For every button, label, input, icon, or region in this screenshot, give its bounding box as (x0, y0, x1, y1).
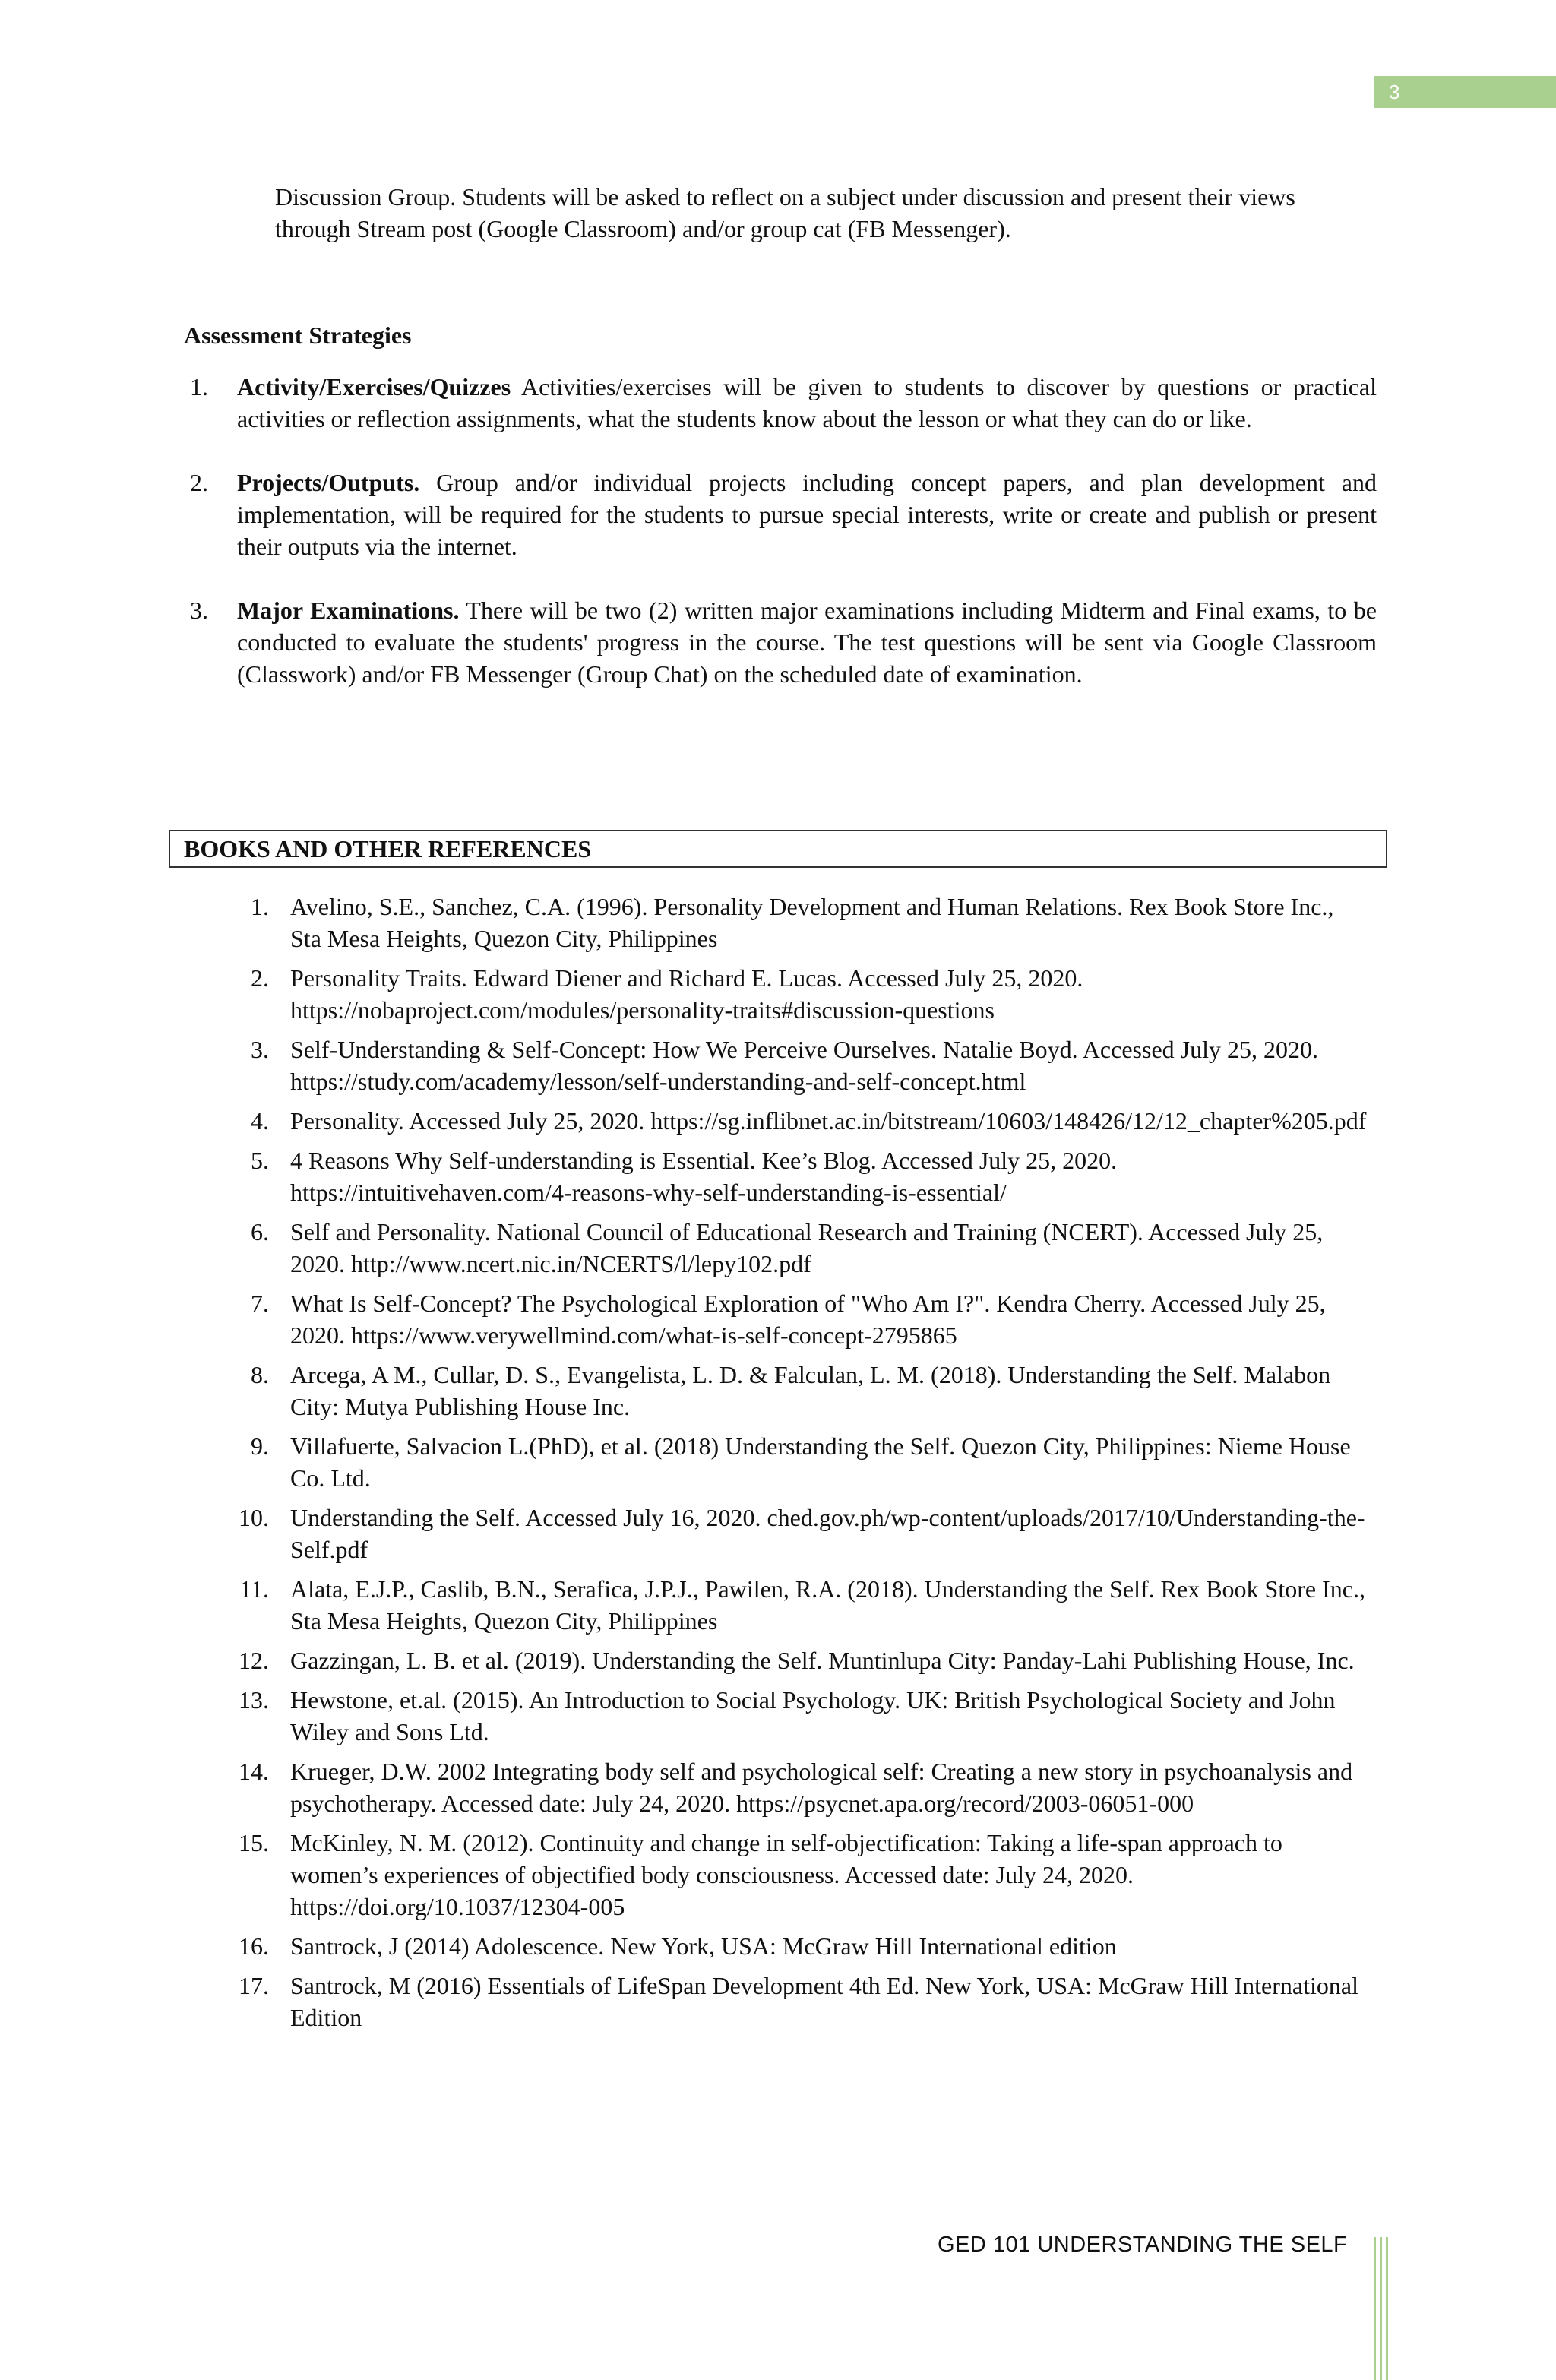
assessment-heading: Assessment Strategies (184, 321, 412, 349)
reference-number: 14. (239, 1758, 269, 1785)
item-description (237, 467, 1377, 562)
reference-number: 10. (239, 1504, 269, 1531)
reference-text: McKinley, N. M. (2012). Continuity and change in self-objectification: Taking a life-span approach to women’s experiences of objectified body consciousness. Accessed date: July 24, 2020. https://doi.org/10.1037/12304-005 (290, 1829, 1282, 1920)
reference-text: Self and Personality. National Council of Educational Research and Training (NCERT). Accessed July 25, 2020. http://www.ncert.nic.in/NCERTS/l/lepy102.pdf (290, 1218, 1324, 1277)
assessment-item (184, 371, 1377, 435)
reference-text: Santrock, J (2014) Adolescence. New York, USA: McGraw Hill International edition (290, 1932, 1117, 1960)
reference-number: 12. (239, 1647, 269, 1674)
reference-item (228, 1430, 1368, 1494)
reference-number: 11. (239, 1575, 269, 1603)
page-number-badge: 3 (1374, 76, 1556, 108)
reference-item (228, 1105, 1368, 1137)
item-title: Major Examinations. (237, 597, 460, 624)
reference-number: 9. (251, 1432, 269, 1460)
reference-item (228, 1359, 1368, 1423)
reference-text: Self-Understanding & Self-Concept: How We Perceive Ourselves. Natalie Boyd. Accessed July 25, 2020. https://study.com/academy/lesson/self-understanding-and-self-concept.html (290, 1036, 1318, 1095)
footer-course-title: GED 101 UNDERSTANDING THE SELF (938, 2233, 1348, 2257)
footer-rule (1386, 2237, 1388, 2380)
reference-item (228, 1287, 1368, 1351)
reference-text: Hewstone, et.al. (2015). An Introduction to Social Psychology. UK: British Psychological Society and John Wiley and Sons Ltd. (290, 1686, 1336, 1745)
reference-item (228, 1216, 1368, 1280)
footer-rule (1380, 2237, 1382, 2380)
reference-item (228, 1827, 1368, 1923)
reference-text: Arcega, A M., Cullar, D. S., Evangelista, L. D. & Falculan, L. M. (2018). Understanding the Self. Malabon City: Mutya Publishing House Inc. (290, 1361, 1331, 1420)
item-number: 2. (190, 469, 208, 496)
reference-text: Personality. Accessed July 25, 2020. https://sg.inflibnet.ac.in/bitstream/10603/148426/12/12_chapter%205.pdf (290, 1107, 1367, 1135)
reference-number: 5. (251, 1147, 269, 1174)
reference-text: Villafuerte, Salvacion L.(PhD), et al. (2018) Understanding the Self. Quezon City, Philippines: Nieme House Co. Ltd. (290, 1432, 1351, 1492)
references-heading: BOOKS AND OTHER REFERENCES (169, 830, 1387, 868)
reference-text: What Is Self-Concept? The Psychological Exploration of "Who Am I?". Kendra Cherry. Accessed July 25, 2020. https://www.verywellmind.com/what-is-self-concept-2795865 (290, 1290, 1326, 1349)
reference-number: 2. (251, 964, 269, 992)
reference-text: Alata, E.J.P., Caslib, B.N., Serafica, J.P.J., Pawilen, R.A. (2018). Understanding the Self. Rex Book Store Inc., Sta Mesa Heights, Quezon City, Philippines (290, 1575, 1365, 1635)
reference-item (228, 1573, 1368, 1637)
reference-text: 4 Reasons Why Self-understanding is Essential. Kee’s Blog. Accessed July 25, 2020. https://intuitivehaven.com/4-reasons-why-self-understanding-is-essential/ (290, 1147, 1118, 1206)
assessment-item (184, 467, 1377, 562)
reference-item (228, 1502, 1368, 1565)
reference-text: Understanding the Self. Accessed July 16, 2020. ched.gov.ph/wp-content/uploads/2017/10/Understanding-the-Self.pdf (290, 1504, 1365, 1563)
item-number: 3. (190, 597, 208, 624)
reference-item (228, 962, 1368, 1026)
item-number: 1. (190, 373, 208, 400)
footer-rule (1374, 2237, 1376, 2380)
intro-paragraph: Discussion Group. Students will be asked to reflect on a subject under discussion and present their views through Stream post (Google Classroom) and/or group cat (FB Messenger). (275, 183, 1295, 242)
reference-number: 13. (239, 1686, 269, 1714)
reference-text: Gazzingan, L. B. et al. (2019). Understanding the Self. Muntinlupa City: Panday-Lahi Publishing House, Inc. (290, 1647, 1355, 1674)
reference-number: 3. (251, 1036, 269, 1063)
reference-number: 7. (251, 1290, 269, 1317)
reference-number: 15. (239, 1829, 269, 1856)
reference-text: Santrock, M (2016) Essentials of LifeSpan Development 4th Ed. New York, USA: McGraw Hill International Edition (290, 1972, 1358, 2031)
reference-item (228, 1144, 1368, 1208)
item-description (237, 594, 1377, 690)
item-text: There will be two (2) written major examinations including Midterm and Final exams, to be conducted to evaluate the students' progress in the course. The test questions will be sent via Google Classroom (Classwork) and/or FB Messenger (Group Chat) on the scheduled date of examination. (237, 597, 1377, 688)
reference-number: 4. (251, 1107, 269, 1135)
item-text: Group and/or individual projects including concept papers, and plan development and implementation, will be required for the students to pursue special interests, write or create and publish or present their outputs via the internet. (237, 469, 1377, 560)
item-text: Activities/exercises will be given to students to discover by questions or practical activities or reflection assignments, what the students know about the lesson or what they can do or like. (237, 373, 1377, 432)
references-list (228, 891, 1368, 2041)
reference-number: 8. (251, 1361, 269, 1388)
reference-number: 16. (239, 1932, 269, 1960)
reference-text: Personality Traits. Edward Diener and Richard E. Lucas. Accessed July 25, 2020. https://nobaproject.com/modules/personality-traits#discussion-questions (290, 964, 1083, 1024)
reference-item (228, 891, 1368, 954)
reference-item (228, 1644, 1368, 1676)
reference-number: 6. (251, 1218, 269, 1245)
reference-text: Avelino, S.E., Sanchez, C.A. (1996). Personality Development and Human Relations. Rex Book Store Inc., Sta Mesa Heights, Quezon City, Philippines (290, 893, 1334, 952)
assessment-item (184, 594, 1377, 690)
reference-number: 1. (251, 893, 269, 920)
reference-number: 17. (239, 1972, 269, 1999)
reference-item (228, 1684, 1368, 1748)
reference-item (228, 1755, 1368, 1819)
item-title: Activity/Exercises/Quizzes (237, 373, 511, 400)
item-title: Projects/Outputs. (237, 469, 420, 496)
assessment-list (184, 371, 1377, 722)
reference-text: Krueger, D.W. 2002 Integrating body self and psychological self: Creating a new story in psychoanalysis and psychotherapy. Accessed date: July 24, 2020. https://psycnet.apa.org/record/2003-06051-000 (290, 1758, 1353, 1817)
reference-item (228, 1033, 1368, 1097)
item-description (237, 371, 1377, 435)
reference-item (228, 1970, 1368, 2033)
reference-item (228, 1930, 1368, 1962)
